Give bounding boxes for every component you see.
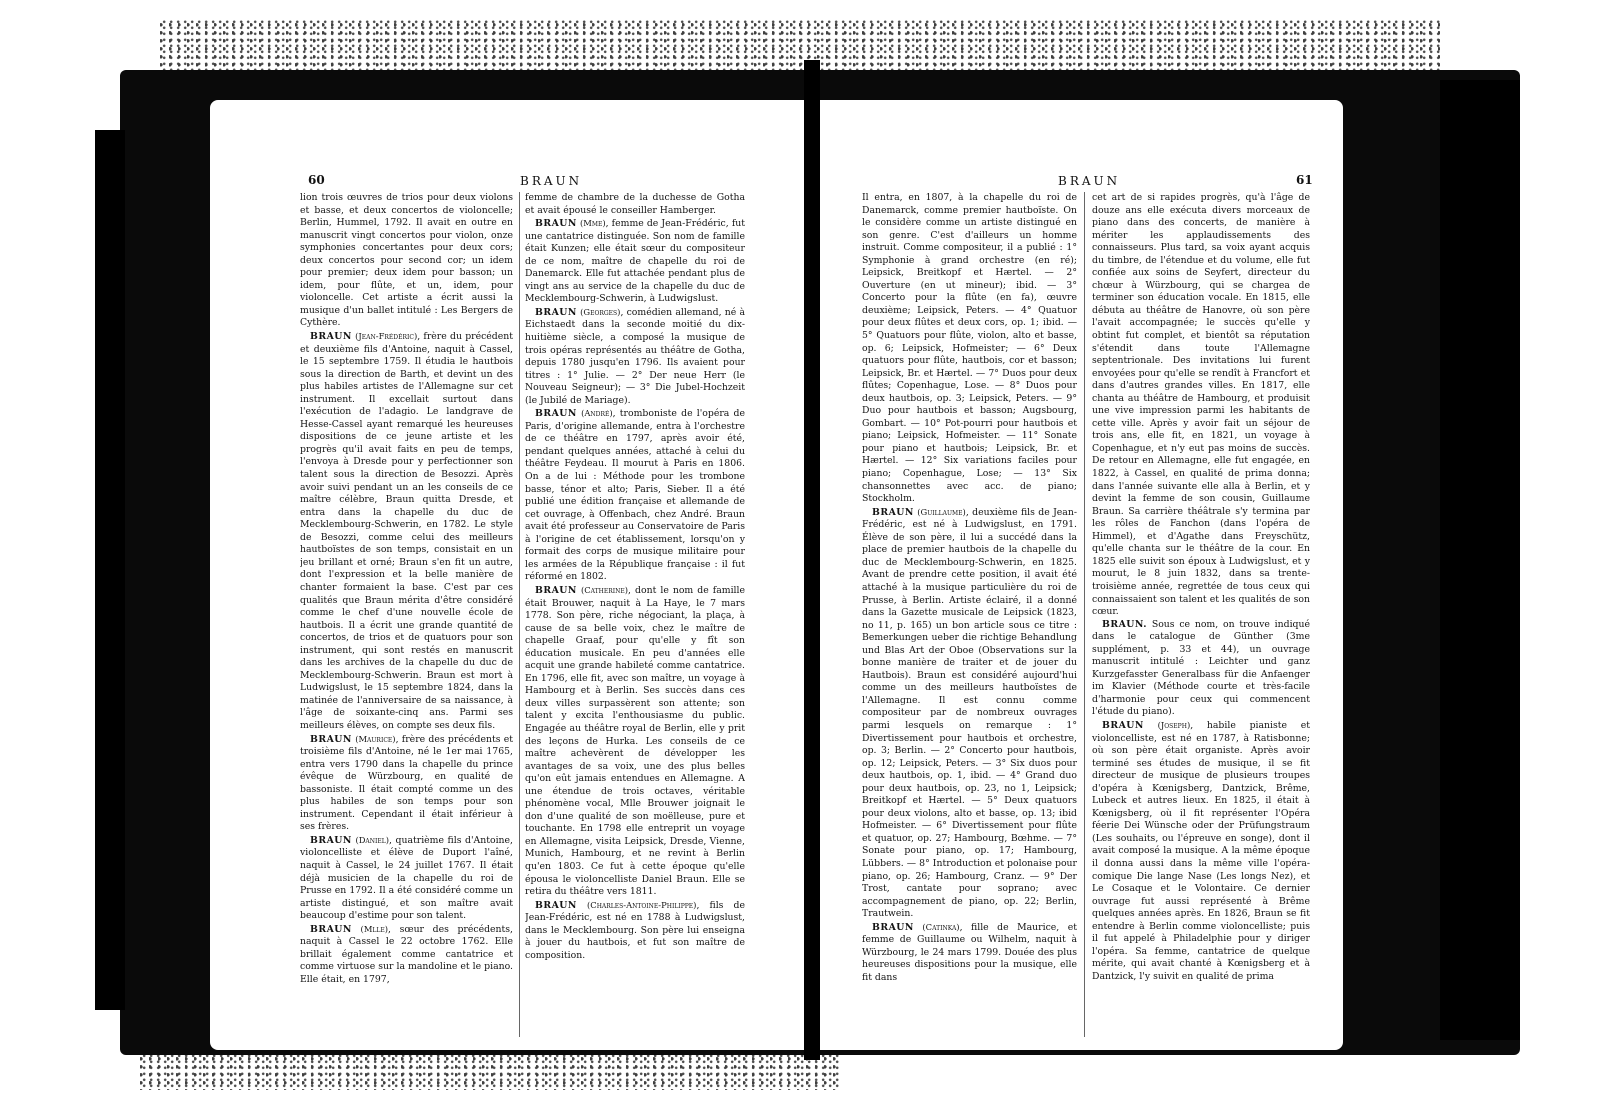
entry-given-names: (Charles-Antoine-Philippe) — [587, 899, 697, 910]
entry-given-names: (Mlle) — [360, 923, 389, 934]
dictionary-entry — [1092, 619, 1310, 719]
entry-text: , fils de Jean-Frédéric, est né en 1788 à Ludwigslust, dans le Mecklembourg. Son père lui enseigna à jouer du hautbois, et fut son maître de composition. — [525, 899, 745, 961]
entry-given-names: (Catherine) — [580, 584, 629, 595]
entry-text: , habile pianiste et violoncelliste, est né en 1787, à Ratisbonne; où son père était organiste. Après avoir terminé ses études de musique, il se fit directeur de musique de plusieurs troupes d'opéra à Kœnigsberg, Dantzick, Brême, Lubeck et autres lieux. En 1825, il était à Kœnigsberg, où il fit représenter l'Opéra féerie Dei Wünsche oder der Prüfungstraum (Les souhaits, ou l'épreuve en songe), dont il avait composé la musique. A la même époque il donna aussi dans la même ville l'opéra-comique Die lange Nase (Les longs Nez), et Le Cosaque et le Volontaire. Ce dernier ouvrage fut aussi représenté à Brême quelques années après. En 1826, Braun se fit entendre à Berlin comme violoncelliste; puis il fut appelé à Philadelphie pour y diriger l'opéra. Sa femme, cantatrice de quelque mérite, qui avait chanté à Kœnigsberg et à Dantzick, l'y suivit en qualité de prima — [1092, 719, 1310, 982]
dictionary-entry — [1092, 719, 1310, 983]
entry-headword: BRAUN — [535, 218, 577, 230]
entry-headword: BRAUN — [535, 584, 577, 596]
entry-text: , comédien allemand, né à Eichstaedt dans la seconde moitié du dix-huitième siècle, a composé la musique de trois opéras représentés au théâtre de Gotha, depuis 1780 jusqu'en 1796. Ils avaient pour titres : 1° Julie. — 2° Der neue Herr (le Nouveau Seigneur); — 3° Die Jubel-Hochzeit (le Jubilé de Mariage). — [525, 306, 745, 406]
entry-headword: BRAUN — [310, 331, 352, 343]
entry-headword: BRAUN — [872, 506, 914, 518]
entry-text: , dont le nom de famille était Brouwer, naquit à La Haye, le 7 mars 1778. Son père, riche négociant, la plaça, à cause de sa belle voix, chez le maître de chapelle Graaf, pour qu'elle y fît son éducation musicale. En peu d'années elle acquit une grande habileté comme cantatrice. En 1796, elle fit, avec son maître, un voyage à Hambourg et à Berlin. Ses succès dans ces deux villes surpassèrent son attente; son talent y excita l'enthousiasme du public. Engagée au théâtre royal de Berlin, elle y prit des leçons de Hurka. Les conseils de ce maître achevèrent de développer les avantages de sa voix, une des plus belles qu'on eût jamais entendues en Allemagne. A une étendue de trois octaves, véritable phénomène vocal, Mlle Brouwer joignait le don d'une qualité de son moëlleuse, pure et touchante. En 1798 elle entreprit un voyage en Allemagne, visita Leipsick, Dresde, Vienne, Munich, Hambourg, et ne revint à Berlin qu'en 1803. Ce fut à cette époque qu'elle épousa le violoncelliste Daniel Braun. Elle se retira du théâtre vers 1811. — [525, 584, 745, 898]
entry-text: , sœur des précédents, naquit à Cassel le 22 octobre 1762. Elle brillait également comme cantatrice et comme virtuose sur la mandoline et le piano. Elle était, en 1797, — [300, 923, 513, 985]
entry-given-names: (Mme) — [580, 218, 606, 229]
entry-headword: BRAUN — [310, 733, 352, 745]
entry-given-names: (Jean-Frédéric) — [355, 331, 418, 342]
right-running-head: BRAUN — [1058, 174, 1121, 188]
dictionary-entry — [1092, 192, 1310, 619]
entry-given-names: (Catinka) — [922, 921, 960, 932]
dictionary-entry — [525, 192, 745, 217]
left-page-number: 60 — [308, 173, 325, 187]
entry-headword: BRAUN — [310, 834, 352, 846]
entry-text: , frère des précédents et troisième fils d'Antoine, né le 1er mai 1765, entra vers 1790 dans la chapelle du prince évêque de Würzbourg, en qualité de bassoniste. Il était compté comme un des plus habiles de son temps pour son instrument. Cependant il était inférieur à ses frères. — [300, 733, 513, 833]
dictionary-entry — [300, 330, 513, 733]
entry-given-names: (Guillaume) — [917, 506, 966, 517]
entry-text: cet art de si rapides progrès, qu'à l'âge de douze ans elle exécuta divers morceaux de piano dans des concerts, de manière à mériter les applaudissements des connaisseurs. Plus tard, sa voix ayant acquis du timbre, de l'étendue et du volume, elle fut confiée aux soins de Seyfert, directeur du chœur à Würzbourg, qui se chargea de terminer son éducation vocale. En 1815, elle débuta au théâtre de Hanovre, où son père l'avait accompagnée; le succès qu'elle y obtint fut complet, et bientôt sa réputation s'étendit dans toute l'Allemagne septentrionale. Des invitations lui furent envoyées pour qu'elle se rendît à Francfort et dans d'autres grandes villes. En 1817, elle chanta au théâtre de Hambourg, et produisit une vive impression parmi les habitants de cette ville. Après y avoir fait un séjour de trois ans, elle fit, en 1821, un voyage à Copenhague, et n'y eut pas moins de succès. De retour en Allemagne, elle fut engagée, en 1822, à Cassel, en qualité de prima donna; dans l'année suivante elle alla à Berlin, et y devint la femme de son cousin, Guillaume Braun. Sa carrière théâtrale s'y termina par les rôles de Fanchon (dans l'opéra de Himmel), et d'Agathe dans Freyschütz, qu'elle chanta sur le théâtre de la cour. En 1825 elle suivit son époux à Ludwigslust, et y mourut, le 8 juin 1832, dans sa trente-troisième année, regrettée de tous ceux qui connaissaient son talent et les qualités de son cœur. — [1092, 192, 1310, 618]
left-running-head: BRAUN — [520, 174, 583, 188]
right-page-number: 61 — [1296, 173, 1313, 187]
dictionary-entry — [862, 921, 1077, 985]
right-column-rule — [1084, 192, 1085, 1037]
entry-text: Sous ce nom, on trouve indiqué dans le catalogue de Günther (3me supplément, p. 33 et 44), un ouvrage manuscrit intitulé : Leichter und ganz Kurzgefasster Generalbass für die Anfaenger im Klavier (Méthode courte et très-facile d'harmonie pour ceux qui commencent l'étude du piano). — [1092, 618, 1310, 718]
left-page-column-1 — [300, 192, 513, 1037]
entry-text: Il entra, en 1807, à la chapelle du roi de Danemarck, comme premier hautboïste. On le considère comme un artiste distingué en son genre. C'est d'ailleurs un homme instruit. Comme compositeur, il a publié : 1° Symphonie à grand orchestre (en ré); Leipsick, Breitkopf et Hærtel. — 2° Ouverture (en ut mineur); ibid. — 3° Concerto pour la flûte (en fa), œuvre deuxième; Leipsick, Peters. — 4° Quatuor pour deux flûtes et deux cors, op. 1; ibid. — 5° Quatuors pour flûte, violon, alto et basse, op. 6; Leipsick, Hofmeister; — 6° Deux quatuors pour flûte, hautbois, cor et basson; Leipsick, Br. et Hærtel. — 7° Duos pour deux flûtes; Copenhague, Lose. — 8° Duos pour deux hautbois, op. 3; Leipsick, Peters. — 9° Duo pour hautbois et basson; Augsbourg, Gombart. — 10° Pot-pourri pour hautbois et piano; Leipsick, Hofmeister. — 11° Sonate pour piano et hautbois; Leipsick, Br. et Hærtel. — 12° Six variations faciles pour piano; Copenhague, Lose; — 13° Six chansonnettes avec acc. de piano; Stockholm. — [862, 192, 1077, 505]
left-page-column-2 — [525, 192, 745, 1037]
entry-text: lion trois œuvres de trios pour deux violons et basse, et deux concertos de violoncelle; Berlin, Hummel, 1792. Il avait en outre en manuscrit vingt concertos pour violon, onze symphonies concertantes pour deux cors; deux concertos pour second cor; un idem pour premier; deux idem pour basson; un idem, pour flûte, et un, idem, pour violoncelle. Cet artiste a écrit aussi la musique d'un ballet intitulé : Les Bergers de Cythère. — [300, 192, 513, 329]
dictionary-entry — [862, 506, 1077, 921]
dictionary-entry — [525, 217, 745, 306]
dictionary-entry — [300, 923, 513, 987]
dictionary-entry — [525, 407, 745, 584]
entry-text: , frère du précédent et deuxième fils d'Antoine, naquit à Cassel, le 15 septembre 1759. Il étudia le hautbois sous la direction de Barth, et devint un des plus habiles artistes de l'Allemagne sur cet instrument. Il excellait surtout dans l'exécution de l'adagio. Le landgrave de Hesse-Cassel ayant remarqué les heureuses dispositions de ce jeune artiste et les progrès qu'il avait faits en peu de temps, l'envoya à Dresde pour y perfectionner son talent sous la direction de Besozzi. Après avoir suivi pendant un an les conseils de ce maître célèbre, Braun quitta Dresde, et entra dans la chapelle du duc de Mecklembourg-Schwerin, en 1782. Le style de Besozzi, comme celui des meilleurs hautboïstes de son temps, consistait en un jeu brillant et orné; Braun s'en fit un autre, dont l'expression et la belle manière de chanter formaient la base. C'est par ces qualités que Braun mérita d'être considéré comme le chef d'une nouvelle école de hautbois. Il a écrit une grande quantité de concertos, de trios et de quatuors pour son instrument, qui sont restés en manuscrit dans les archives de la chapelle du duc de Mecklembourg-Schwerin. Braun est mort à Ludwigslust, le 15 septembre 1824, dans la matinée de l'anniversaire de sa naissance, à l'âge de soixante-cinq ans. Parmi ses meilleurs élèves, on compte ses deux fils. — [300, 331, 513, 731]
entry-headword: BRAUN — [535, 408, 577, 420]
right-page-column-2 — [1092, 192, 1310, 1037]
book-gutter — [804, 60, 820, 1060]
entry-headword: BRAUN — [310, 923, 352, 935]
dictionary-entry — [525, 584, 745, 899]
dictionary-entry — [525, 306, 745, 407]
entry-given-names: (Daniel) — [355, 834, 390, 845]
entry-text: , fille de Maurice, et femme de Guillaume ou Wilhelm, naquit à Würzbourg, le 24 mars 1799. Douée des plus heureuses dispositions pour la musique, elle fit dans — [862, 921, 1077, 983]
entry-text: , tromboniste de l'opéra de Paris, d'origine allemande, entra à l'orchestre de ce théâtre en 1797, après avoir été, pendant quelques années, attaché à celui du théâtre Feydeau. Il mourut à Paris en 1806. On a de lui : Méthode pour les trombone basse, ténor et alto; Paris, Sieber. Il a été publié une édition française et allemande de cet ouvrage, à Offenbach, chez André. Braun avait été professeur au Conservatoire de Paris à l'origine de cet établissement, lorsqu'on y formait des corps de musique militaire pour les armées de la République française : il fut réformé en 1802. — [525, 408, 745, 583]
scan-edge-right — [1440, 80, 1520, 1040]
entry-given-names: (André) — [581, 408, 613, 419]
dictionary-entry — [862, 192, 1077, 506]
right-page-column-1 — [862, 192, 1077, 1037]
entry-given-names: (Georges) — [580, 306, 621, 317]
entry-text: , femme de Jean-Frédéric, fut une cantatrice distinguée. Son nom de famille était Kunzen; elle était sœur du compositeur de ce nom, maître de chapelle du roi de Danemarck. Elle fut attachée pendant plus de vingt ans au service de la chapelle du duc de Mecklembourg-Schwerin, à Ludwigslust. — [525, 218, 745, 305]
entry-headword: BRAUN — [535, 306, 577, 318]
entry-text: femme de chambre de la duchesse de Gotha et avait épousé le conseiller Hamberger. — [525, 192, 745, 216]
entry-headword: BRAUN. — [1102, 618, 1148, 630]
entry-text: , deuxième fils de Jean-Frédéric, est né à Ludwigslust, en 1791. Élève de son père, il lui a succédé dans la place de premier hautbois de la chapelle du duc de Mecklembourg-Schwerin, en 1825. Avant de prendre cette position, il avait été attaché à la musique particulière du roi de Prusse, à Berlin. Artiste éclairé, il a donné dans la Gazette musicale de Leipsick (1823, no 11, p. 165) un bon article sous ce titre : Bemerkungen ueber die richtige Behandlung und Blas Art der Oboe (Observations sur la bonne manière de traiter et de jouer du Hautbois). Braun est considéré aujourd'hui comme un des meilleurs hautboïstes de l'Allemagne. Il est connu comme compositeur par de nombreux ouvrages parmi lesquels on remarque : 1° Divertissement pour hautbois et orchestre, op. 3; Berlin. — 2° Concerto pour hautbois, op. 12; Leipsick, Peters. — 3° Six duos pour deux hautbois, op. 1, ibid. — 4° Grand duo pour deux hautbois, op. 23, no 1, Leipsick; Breitkopf et Hærtel. — 5° Deux quatuors pour deux violons, alto et basse, op. 13; ibid Hofmeister. — 6° Divertissement pour flûte et quatuor, op. 27; Hambourg, Bœhme. — 7° Sonate pour piano, op. 17; Hambourg, Lübbers. — 8° Introduction et polonaise pour piano, op. 26; Hambourg, Cranz. — 9° Der Trost, cantate pour soprano; avec accompagnement de piano, op. 22; Berlin, Trautwein. — [862, 506, 1077, 920]
entry-given-names: (Joseph) — [1157, 719, 1191, 730]
entry-headword: BRAUN — [535, 899, 577, 911]
left-column-rule — [519, 192, 520, 1037]
dictionary-entry — [300, 192, 513, 330]
entry-headword: BRAUN — [1102, 719, 1144, 731]
entry-text: , quatrième fils d'Antoine, violoncelliste et élève de Duport l'aîné, naquit à Cassel, le 24 juillet 1767. Il était déjà musicien de la chapelle du roi de Prusse en 1792. Il a été considéré comme un artiste distingué, et son maître avait beaucoup d'estime pour son talent. — [300, 834, 513, 922]
scan-edge-left — [95, 130, 125, 1010]
dictionary-entry — [525, 899, 745, 963]
entry-headword: BRAUN — [872, 921, 914, 933]
entry-given-names: (Maurice) — [355, 733, 396, 744]
dictionary-entry — [300, 834, 513, 923]
dictionary-entry — [300, 733, 513, 834]
